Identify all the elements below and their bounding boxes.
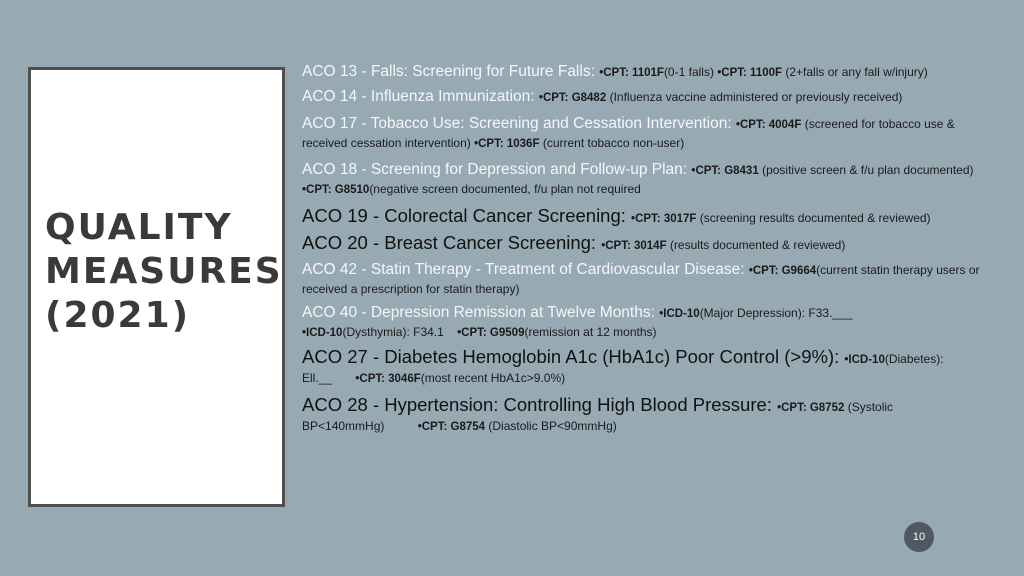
measure-code: •ICD-10	[302, 327, 343, 339]
measure-description: (Major Depression): F33.___	[699, 306, 853, 320]
page-number: 10	[904, 522, 934, 552]
measure-heading: ACO 20 - Breast Cancer Screening:	[302, 232, 602, 253]
measure-description: (positive screen & f/u plan documented)	[758, 163, 974, 177]
measure-description: (most recent HbA1c>9.0%)	[420, 371, 566, 385]
measure-heading: ACO 27 - Diabetes Hemoglobin A1c (HbA1c) Poor Control (>9%):	[302, 346, 845, 367]
title-panel	[28, 67, 285, 507]
title-line-3: (2021)	[45, 295, 191, 336]
measure-description: (current statin therapy users or received a prescription for statin therapy)	[302, 263, 980, 296]
measure-description: (negative screen documented, f/u plan not required	[369, 182, 641, 196]
measure-item	[302, 234, 992, 255]
measure-code: •ICD-10	[659, 308, 700, 320]
measure-heading: ACO 28 - Hypertension: Controlling High Blood Pressure:	[302, 394, 778, 415]
measure-code: •CPT: G9509	[457, 327, 525, 339]
slide-title	[45, 206, 283, 338]
measure-description: (results documented & reviewed)	[666, 238, 846, 252]
measure-code: •CPT: 4004F	[735, 119, 802, 131]
measure-code: •CPT: 1101F	[599, 67, 664, 79]
measure-code: •CPT: 3017F	[631, 213, 697, 225]
measure-code: •CPT: G8431	[691, 165, 759, 177]
measure-item	[302, 348, 992, 388]
measure-item	[302, 115, 992, 153]
title-line-1: QUALITY	[45, 207, 233, 248]
measure-code: •CPT: 1100F	[717, 67, 783, 79]
measure-code: •CPT: G9664	[748, 265, 817, 277]
measure-heading: ACO 40 - Depression Remission at Twelve Months:	[302, 304, 660, 321]
measure-description: (screening results documented & reviewed)	[696, 211, 931, 225]
measures-list	[302, 63, 992, 436]
measure-heading: ACO 13 - Falls: Screening for Future Falls:	[302, 63, 600, 80]
measure-item	[302, 304, 992, 342]
measure-description: (2+falls or any fall w/injury)	[782, 65, 928, 79]
measure-code: •CPT: G8482	[538, 92, 607, 104]
measure-code: •CPT: G8510	[302, 184, 370, 196]
measure-item	[302, 63, 992, 82]
measure-description: (0-1 falls)	[663, 65, 718, 79]
measure-description: (Influenza vaccine administered or previously received)	[606, 90, 903, 104]
measure-code: •CPT: G8754	[417, 421, 486, 433]
measure-description: (Diastolic BP<90mmHg)	[485, 419, 617, 433]
measure-code: •CPT: 1036F	[474, 138, 540, 150]
measure-code: •CPT: 3014F	[601, 240, 667, 252]
measure-description: (Diabetes): Ell.__	[302, 352, 944, 385]
measure-code: •CPT: 3046F	[355, 373, 421, 385]
measure-heading: ACO 19 - Colorectal Cancer Screening:	[302, 205, 632, 226]
measure-heading: ACO 18 - Screening for Depression and Follow-up Plan:	[302, 161, 692, 178]
measure-code: •CPT: G8752	[777, 402, 845, 414]
title-line-2: MEASURES	[45, 251, 283, 292]
measure-description: (Systolic BP<140mmHg)	[302, 400, 894, 433]
measure-code: •ICD-10	[844, 354, 885, 366]
measure-description: (current tobacco non-user)	[539, 136, 685, 150]
measure-item	[302, 261, 992, 298]
measure-heading: ACO 17 - Tobacco Use: Screening and Cessation Intervention:	[302, 115, 736, 132]
measure-item	[302, 88, 992, 107]
measure-heading: ACO 14 - Influenza Immunization:	[302, 88, 539, 105]
measure-item	[302, 161, 992, 199]
measure-description: (remission at 12 months)	[524, 325, 657, 339]
measure-description: (screened for tobacco use & received cessation intervention)	[302, 117, 955, 150]
measure-heading: ACO 42 - Statin Therapy - Treatment of Cardiovascular Disease:	[302, 261, 749, 278]
measure-item	[302, 207, 992, 228]
measure-description: (Dysthymia): F34.1	[342, 325, 458, 339]
measure-item	[302, 396, 992, 436]
